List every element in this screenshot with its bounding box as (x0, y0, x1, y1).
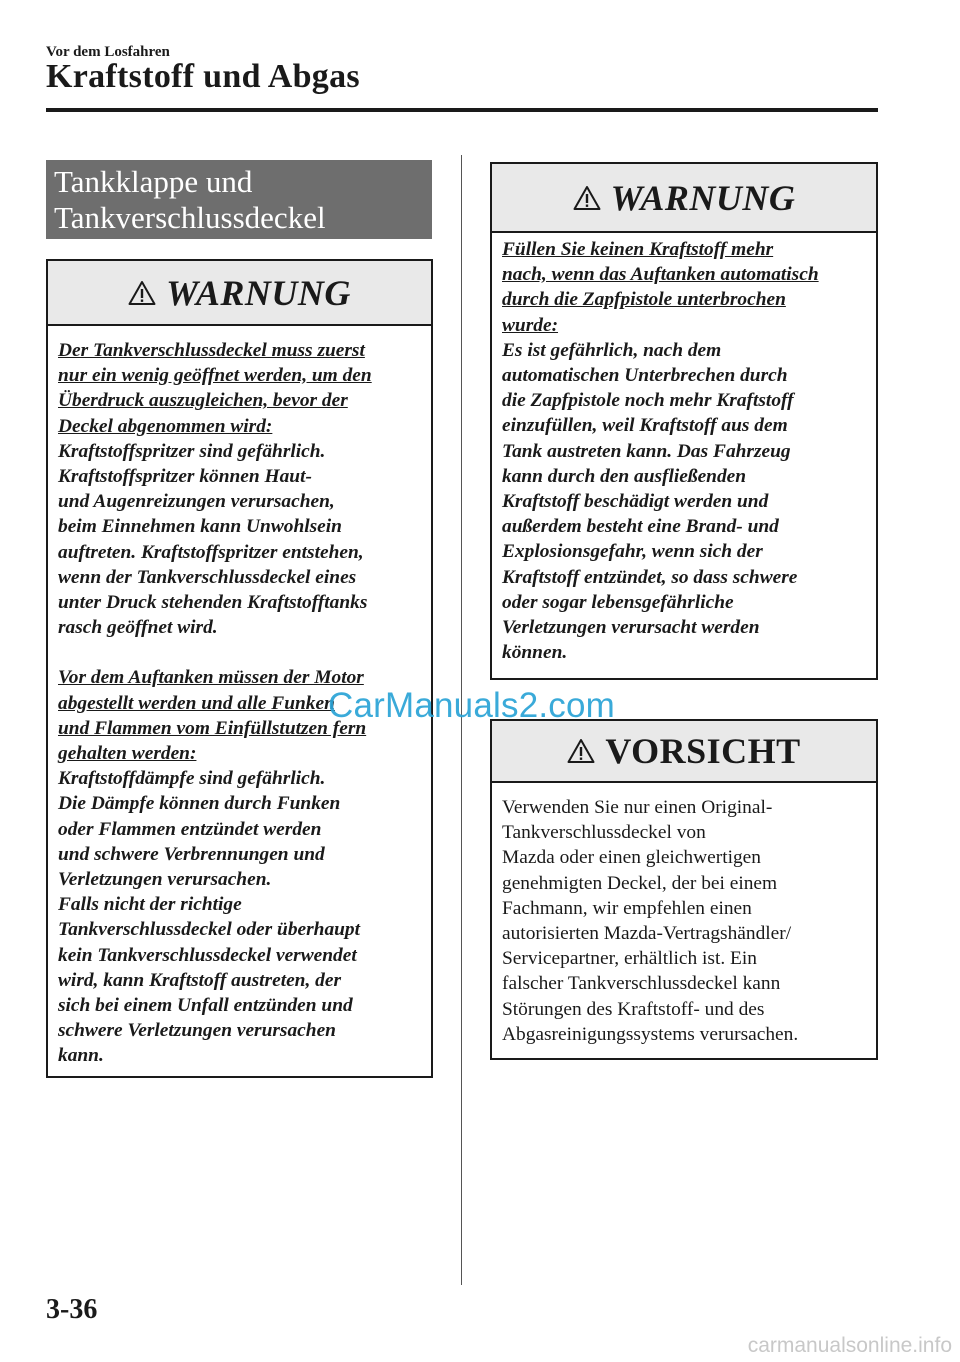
warning-triangle-icon (573, 185, 601, 211)
warning-text-line: beim Einnehmen kann Unwohlsein (58, 516, 342, 538)
warning-text-line: schwere Verletzungen verursachen (58, 1020, 336, 1042)
warning-text-line: kann. (58, 1045, 104, 1067)
warning-text-line: oder sogar lebensgefährliche (502, 591, 734, 613)
caution-body (492, 783, 876, 1047)
warning-text-line: wurde: (502, 314, 559, 336)
warning-text-line: Füllen Sie keinen Kraftstoff mehr (502, 239, 774, 260)
warning-text-line: oder Flammen entzündet werden (58, 818, 322, 840)
caution-text-line: Mazda oder einen gleichwertigen (502, 847, 761, 869)
caution-label: VORSICHT (605, 731, 801, 771)
warning-text-line: Kraftstoff entzündet, so dass schwere (502, 566, 798, 588)
header-rule (46, 108, 878, 112)
section-title-line1: Tankklappe und (54, 164, 253, 199)
warning-label: WARNUNG (166, 272, 351, 313)
caution-box-original-cap (490, 719, 878, 1060)
warning-text-line: Verletzungen verursacht werden (502, 617, 760, 639)
warning-text-line: Überdruck auszugleichen, bevor der (58, 390, 348, 412)
warning-text-line: Falls nicht der richtige (58, 894, 242, 916)
warning-text-line: nur ein wenig geöffnet werden, um den (58, 365, 372, 387)
warning-text-line: Der Tankverschlussdeckel muss zuerst (58, 340, 365, 361)
warning-header (48, 261, 431, 326)
caution-header (492, 721, 876, 783)
warning-text-line: Verletzungen verursachen. (58, 869, 272, 891)
warning-text-line: kann durch den ausfließenden (502, 465, 747, 487)
breadcrumb: Vor dem Losfahren (46, 44, 170, 60)
warning-text-line: Tank austreten kann. Das Fahrzeug (502, 440, 791, 462)
warning-text-line: sich bei einem Unfall entzünden und (58, 995, 353, 1017)
warning-text-line: unter Druck stehenden Kraftstofftanks (58, 592, 368, 614)
warning-text-line: wird, kann Kraftstoff austreten, der (58, 969, 342, 991)
caution-triangle-icon (567, 738, 595, 764)
warning-label: WARNUNG (610, 177, 796, 218)
warning-text-line: kein Tankverschlussdeckel verwendet (58, 944, 357, 966)
section-banner (46, 160, 432, 239)
caution-text-line: Abgasreinigungssystems verursachen. (502, 1023, 799, 1045)
warning-text-line: gehalten werden: (58, 743, 197, 765)
warning-text-line: Es ist gefährlich, nach dem (502, 339, 722, 361)
warning-text-line: Tankverschlussdeckel oder überhaupt (58, 919, 361, 941)
warning-text-line: Explosionsgefahr, wenn sich der (502, 541, 763, 563)
warning-header (492, 164, 876, 233)
caution-text-line: Tankverschlussdeckel von (502, 822, 706, 844)
caution-text-line: falscher Tankverschlussdeckel kann (502, 973, 781, 995)
warning-text-line: rasch geöffnet wird. (58, 617, 218, 639)
warning-text-line: durch die Zapfpistole unterbrochen (502, 289, 786, 311)
paragraph-gap (58, 640, 421, 665)
warning-text-line: können. (502, 642, 568, 664)
warning-text-line: und Augenreizungen verursachen, (58, 491, 335, 513)
caution-text-line: Störungen des Kraftstoff- und des (502, 998, 765, 1020)
warning-box-fuel-cap (46, 259, 433, 1078)
page-number: 3-36 (46, 1294, 98, 1325)
warning-text-line: die Zapfpistole noch mehr Kraftstoff (502, 390, 794, 412)
caution-text-line: autorisierten Mazda-Vertragshändler/ (502, 923, 792, 945)
warning-text-line: Kraftstoff beschädigt werden und (502, 491, 769, 513)
warning-text-line: Vor dem Auftanken müssen der Motor (58, 667, 364, 689)
warning-text-line: Kraftstoffspritzer können Haut- (58, 466, 312, 488)
warning-body (492, 233, 876, 665)
page-title: Kraftstoff und Abgas (46, 58, 360, 95)
warning-text-line: und schwere Verbrennungen und (58, 843, 325, 865)
section-title-line2: Tankverschlussdeckel (54, 200, 326, 235)
warning-text-line: Kraftstoffspritzer sind gefährlich. (58, 440, 326, 462)
warning-text-line: automatischen Unterbrechen durch (502, 365, 788, 387)
warning-text-line: wenn der Tankverschlussdeckel eines (58, 566, 357, 588)
caution-text-line: genehmigten Deckel, der bei einem (502, 872, 778, 894)
warning-text-line: außerdem besteht eine Brand- und (502, 516, 779, 538)
warning-text-line: Die Dämpfe können durch Funken (58, 793, 341, 815)
warning-text-line: nach, wenn das Auftanken automatisch (502, 264, 819, 286)
warning-text-line: einzufüllen, weil Kraftstoff aus dem (502, 415, 788, 437)
warning-text-line: Kraftstoffdämpfe sind gefährlich. (58, 768, 326, 790)
warning-box-refuel-stop (490, 162, 878, 680)
warning-triangle-icon (128, 280, 156, 306)
warning-text-line: und Flammen vom Einfüllstutzen fern (58, 717, 367, 739)
watermark-carmanuals2: CarManuals2.com (328, 686, 615, 725)
caution-text-line: Servicepartner, erhältlich ist. Ein (502, 948, 757, 970)
caution-text-line: Fachmann, wir empfehlen einen (502, 897, 752, 919)
warning-text-line: abgestellt werden und alle Funken (58, 692, 335, 714)
warning-text-line: auftreten. Kraftstoffspritzer entstehen, (58, 541, 364, 563)
watermark-carmanualsonline: carmanualsonline.info (747, 1334, 952, 1357)
caution-text-line: Verwenden Sie nur einen Original- (502, 797, 773, 818)
warning-text-line: Deckel abgenommen wird: (58, 415, 273, 437)
